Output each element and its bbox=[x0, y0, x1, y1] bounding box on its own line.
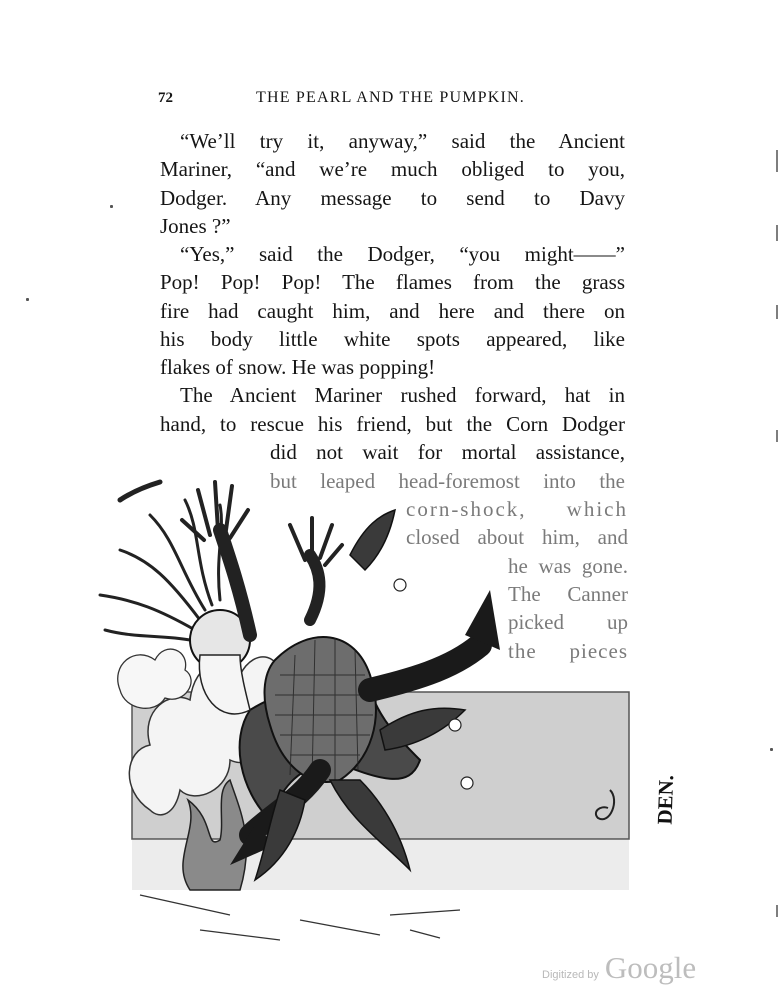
margin-tick bbox=[776, 430, 778, 442]
page-number: 72 bbox=[158, 90, 173, 106]
digitized-by-label: Digitized by bbox=[542, 969, 599, 981]
text-line: The Ancient Mariner rushed forward, hat in bbox=[180, 383, 625, 407]
text-line: fire had caught him, and here and there on bbox=[160, 299, 625, 323]
margin-dot bbox=[770, 748, 773, 751]
text-line: closed about him, and bbox=[406, 525, 628, 549]
margin-tick bbox=[776, 225, 778, 241]
text-line: but leaped head-foremost into the bbox=[270, 469, 625, 493]
text-line: the pieces bbox=[508, 639, 628, 663]
margin-tick bbox=[776, 150, 778, 172]
artist-signature: DEN. bbox=[652, 774, 679, 825]
running-head: THE PEARL AND THE PUMPKIN. bbox=[256, 89, 525, 106]
google-logo-text: Google bbox=[604, 950, 697, 985]
text-line: Jones ?” bbox=[160, 214, 231, 238]
floating-husk bbox=[120, 482, 160, 500]
text-line: hand, to rescue his friend, but the Corn Dodger bbox=[160, 412, 625, 436]
text-line: Pop! Pop! Pop! The flames from the grass bbox=[160, 270, 625, 294]
margin-dot bbox=[110, 205, 113, 208]
text-line: Dodger. Any message to send to Davy bbox=[160, 186, 625, 210]
arm-right bbox=[310, 555, 319, 620]
text-line: his body little white spots appeared, like bbox=[160, 327, 625, 351]
text-line: he was gone. bbox=[508, 554, 628, 578]
text-line: “Yes,” said the Dodger, “you might——” bbox=[180, 242, 625, 266]
corn-dodger-illustration bbox=[80, 460, 720, 960]
leg-upper bbox=[370, 645, 480, 690]
text-line: picked up bbox=[508, 610, 628, 634]
margin-tick bbox=[776, 905, 778, 917]
digitized-by-google-watermark bbox=[542, 950, 696, 986]
text-line: did not wait for mortal assistance, bbox=[270, 440, 625, 464]
margin-tick bbox=[776, 305, 778, 319]
text-line: Mariner, “and we’re much obliged to you, bbox=[160, 157, 625, 181]
text-line: “We’ll try it, anyway,” said the Ancient bbox=[180, 129, 625, 153]
text-line: flakes of snow. He was popping! bbox=[160, 355, 436, 379]
text-line: The Canner bbox=[508, 582, 628, 606]
ground-scratches bbox=[140, 895, 460, 940]
text-line: corn-shock, which bbox=[406, 497, 628, 521]
margin-dot bbox=[26, 298, 29, 301]
